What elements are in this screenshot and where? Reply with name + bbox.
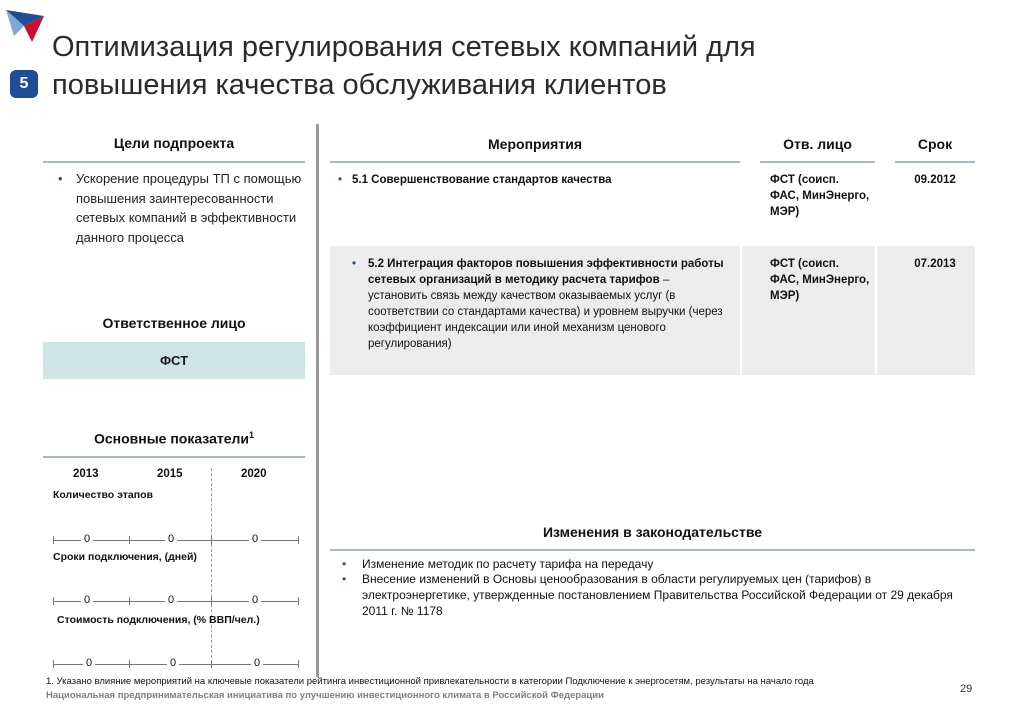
slide-number-badge: 5 bbox=[10, 70, 38, 98]
indicators-header: Основные показатели$^1$ bbox=[93, 430, 255, 447]
axis-tick bbox=[211, 536, 212, 544]
axis-tick bbox=[129, 597, 130, 605]
page-title: Оптимизация регулирования сетевых компаний для повышения качества обслуживания клиентов bbox=[52, 31, 756, 101]
column-divider bbox=[316, 124, 319, 677]
measure-row-1-activity: • 5.1 Совершенствование стандартов качества bbox=[338, 174, 612, 186]
indicator-value: 0 bbox=[249, 533, 261, 545]
indicator-label: Стоимость подключения, (% ВВП/чел.) bbox=[57, 614, 260, 626]
axis-tick bbox=[129, 536, 130, 544]
responsible-header: Ответственное лицо bbox=[102, 315, 246, 331]
measure-row-2-deadline: 07.2013 bbox=[914, 258, 956, 270]
measure-row-1-responsible: ФСТ (соисп. ФАС, МинЭнерго, МЭР) bbox=[770, 174, 870, 218]
year-2020: 2020 bbox=[241, 468, 267, 480]
footnote: 1. Указано влияние мероприятий на ключевые показатели рейтинга инвестиционной привлекательности в категории Подключение к энергосетям, результаты на начало года bbox=[46, 676, 814, 687]
page-number: 29 bbox=[960, 683, 973, 695]
deadline-underline bbox=[895, 161, 975, 163]
bullet-icon: • bbox=[58, 171, 63, 186]
axis-tick bbox=[129, 660, 130, 668]
responsible-value: ФСТ bbox=[43, 342, 305, 379]
axis-tick bbox=[211, 660, 212, 668]
indicator-value: 0 bbox=[249, 594, 261, 606]
indicator-value: 0 bbox=[83, 657, 95, 669]
indicator-label: Сроки подключения, (дней) bbox=[53, 551, 197, 563]
indicator-value: 0 bbox=[81, 594, 93, 606]
measure-row-1-deadline: 09.2012 bbox=[914, 174, 956, 186]
indicators-header-underline bbox=[43, 456, 305, 458]
bullet-icon: • bbox=[352, 258, 357, 270]
responsible-column-header: Отв. лицо bbox=[783, 136, 852, 152]
dashed-divider bbox=[211, 468, 212, 668]
asi-logo-icon bbox=[4, 6, 48, 46]
goals-bullet: • Ускорение процедуры ТП с помощью повышения заинтересованности сетевых компаний в эффективности данного процесса bbox=[58, 171, 302, 245]
legislation-item: • Изменение методик по расчету тарифа на передачу bbox=[342, 557, 654, 571]
goals-header-underline bbox=[43, 161, 305, 163]
indicator-label: Количество этапов bbox=[53, 489, 153, 501]
year-2015: 2015 bbox=[157, 468, 183, 480]
indicator-value: 0 bbox=[251, 657, 263, 669]
axis-tick bbox=[53, 597, 54, 605]
bullet-icon: • bbox=[338, 174, 343, 186]
measure-row-2-responsible: ФСТ (соисп. ФАС, МинЭнерго, МЭР) bbox=[770, 258, 870, 302]
indicator-value: 0 bbox=[165, 533, 177, 545]
legislation-underline bbox=[330, 549, 975, 551]
goals-header: Цели подпроекта bbox=[113, 135, 235, 151]
indicator-value: 0 bbox=[167, 657, 179, 669]
year-2013: 2013 bbox=[73, 468, 99, 480]
axis-tick bbox=[211, 597, 212, 605]
legislation-header: Изменения в законодательстве bbox=[542, 524, 763, 540]
measures-underline bbox=[330, 161, 740, 163]
measures-header: Мероприятия bbox=[488, 136, 582, 152]
axis-tick bbox=[53, 660, 54, 668]
indicator-value: 0 bbox=[165, 594, 177, 606]
axis-tick bbox=[298, 660, 299, 668]
bullet-icon: • bbox=[342, 557, 347, 571]
measure-row-2-activity: • 5.2 Интеграция факторов повышения эффективности работы сетевых организаций в методику расчета тарифов – установить связь между качеством оказываемых услуг (в соответствии со стандартами качества) и уровнем выручки (через коэффициент индексации или иной механизм ценового регулирования) bbox=[352, 258, 724, 350]
axis-tick bbox=[53, 536, 54, 544]
deadline-column-header: Срок bbox=[917, 136, 953, 152]
bullet-icon: • bbox=[342, 572, 347, 586]
indicators-chart bbox=[43, 462, 305, 672]
indicator-value: 0 bbox=[81, 533, 93, 545]
footer-organization: Национальная предпринимательская инициатива по улучшению инвестиционного климата в Российской Федерации bbox=[46, 690, 604, 701]
axis-tick bbox=[298, 597, 299, 605]
axis-tick bbox=[298, 536, 299, 544]
responsible-underline bbox=[760, 161, 875, 163]
legislation-item: • Внесение изменений в Основы ценообразования в области регулируемых цен (тарифов) в электроэнергетике, утвержденные постановлением Правительства Российской Федерации от 29 декабря 2011 г. № 1178 bbox=[342, 572, 953, 618]
